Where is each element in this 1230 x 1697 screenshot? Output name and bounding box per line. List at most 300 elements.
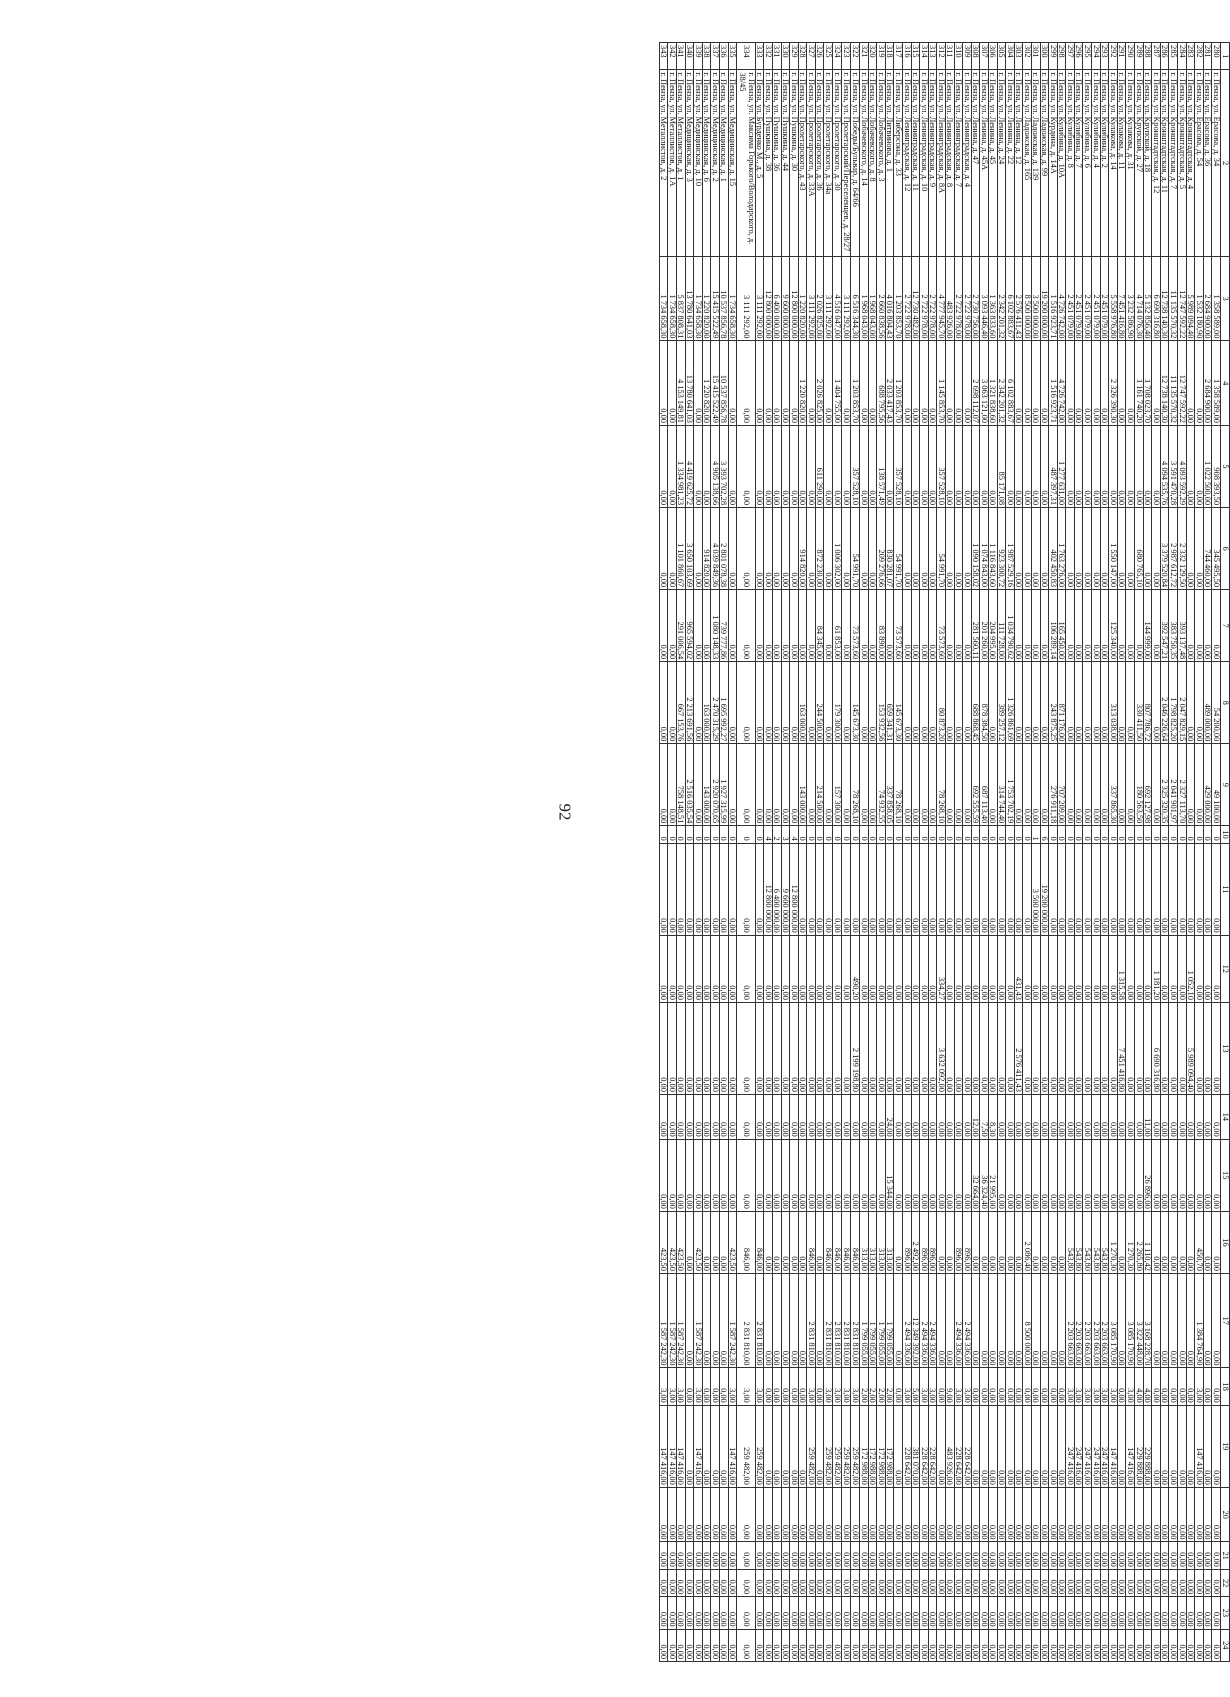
value-cell: 0,00 [772, 341, 781, 426]
value-cell: 0,00 [1109, 1629, 1118, 1662]
value-cell: 9,00 [946, 1368, 955, 1405]
value-cell: 0,00 [903, 843, 912, 935]
value-cell: 0,00 [1169, 1368, 1178, 1405]
value-cell: 3 500 000,00 [1031, 256, 1040, 341]
value-cell: 6 516 344,30 [851, 256, 860, 341]
value-cell: 0,00 [833, 1542, 842, 1569]
value-cell: 0,00 [1083, 843, 1092, 935]
value-cell: 4 [790, 826, 799, 843]
value-cell: 0,00 [737, 843, 756, 935]
value-cell: 0,00 [1212, 1542, 1221, 1569]
value-cell: 0,00 [911, 425, 920, 507]
value-cell: 0,00 [946, 1629, 955, 1662]
value-cell: 3 111 292,00 [737, 256, 756, 341]
value-cell: 0,00 [954, 1487, 963, 1542]
value-cell: 0,00 [1092, 1139, 1101, 1211]
value-cell: 896,00 [903, 1211, 912, 1273]
value-cell: 758 148,51 [676, 744, 685, 826]
value-cell: 291 006,54 [676, 590, 685, 662]
value-cell: 0,00 [911, 590, 920, 662]
value-cell: 0,00 [988, 1629, 997, 1662]
value-cell: 0,00 [1031, 508, 1040, 590]
value-cell: 0,00 [728, 1569, 737, 1596]
table-row [790, 43, 799, 1662]
value-cell: 0 [711, 826, 720, 843]
value-cell: 0,00 [676, 1487, 685, 1542]
value-cell: 0,00 [851, 1094, 860, 1139]
value-cell: 0,00 [719, 1629, 728, 1662]
address-cell: г. Пенза, ул. Кулакова, д. 14 [1109, 70, 1118, 257]
value-cell: 0,00 [1160, 1629, 1169, 1662]
value-cell: 0,00 [719, 1542, 728, 1569]
row-number-cell: 297 [1066, 43, 1075, 70]
value-cell: 0,00 [1031, 1368, 1040, 1405]
table-row [954, 43, 963, 1662]
value-cell: 0,00 [1031, 1542, 1040, 1569]
row-number-cell: 320 [868, 43, 877, 70]
value-cell: 0,00 [1195, 508, 1204, 590]
value-cell: 0,00 [1006, 1002, 1015, 1094]
value-cell: 0,00 [1186, 425, 1195, 507]
value-cell: 0,00 [1169, 1002, 1178, 1094]
value-cell: 0,00 [860, 508, 869, 590]
row-number-cell: 302 [1023, 43, 1032, 70]
row-number-cell: 292 [1109, 43, 1118, 70]
row-number-cell: 298 [1057, 43, 1066, 70]
table-row [711, 43, 720, 1662]
table-row [1049, 43, 1058, 1662]
value-cell: 0,00 [659, 662, 668, 744]
value-cell: 0,00 [728, 843, 737, 935]
column-number-header: 14 [1221, 1094, 1230, 1139]
value-cell: 0 [954, 826, 963, 843]
value-cell: 0,00 [1117, 1629, 1126, 1662]
row-number-cell: 307 [980, 43, 989, 70]
value-cell: 0,00 [1152, 843, 1161, 935]
value-cell: 0,00 [1083, 1597, 1092, 1629]
value-cell: 0 [719, 826, 728, 843]
value-cell: 0,00 [1178, 1368, 1187, 1405]
value-cell: 0 [851, 826, 860, 843]
value-cell: 0,00 [694, 1542, 703, 1569]
row-number-cell: 339 [694, 43, 703, 70]
value-cell: 3 [781, 826, 790, 843]
value-cell: 0,00 [1083, 662, 1092, 744]
value-cell: 3,00 [851, 1368, 860, 1405]
value-cell: 0,00 [1186, 590, 1195, 662]
value-cell: 0,00 [824, 425, 833, 507]
value-cell: 0,00 [1212, 1629, 1221, 1662]
value-cell: 0,00 [798, 935, 807, 1002]
value-cell: 0,00 [1152, 1569, 1161, 1596]
value-cell: 0,00 [1040, 1629, 1049, 1662]
value-cell: 0,00 [772, 1542, 781, 1569]
value-cell: 0,00 [1186, 662, 1195, 744]
table-row [1152, 43, 1161, 1662]
value-cell: 4 777 945,70 [937, 256, 946, 341]
value-cell: 0,00 [798, 1368, 807, 1405]
value-cell: 0 [694, 826, 703, 843]
value-cell: 543,80 [1066, 1211, 1075, 1273]
value-cell: 138 571,49 [877, 425, 886, 507]
value-cell: 15 344,00 [885, 1139, 894, 1211]
value-cell: 0,00 [860, 590, 869, 662]
value-cell: 6 690 316,80 [1152, 256, 1161, 341]
value-cell: 0,00 [1160, 1139, 1169, 1211]
row-number-cell: 285 [1169, 43, 1178, 70]
value-cell: 0,00 [702, 1002, 711, 1094]
address-cell: г. Пенза, ул. Кулибина, д. 4 [1092, 70, 1101, 257]
value-cell: 0,00 [1006, 1273, 1015, 1368]
value-cell: 0,00 [963, 1629, 972, 1662]
value-cell: 1 516 923,71 [1049, 341, 1058, 426]
value-cell: 0,00 [868, 935, 877, 1002]
value-cell: 2 265,80 [1135, 1211, 1144, 1273]
value-cell: 2 326 390,30 [1109, 341, 1118, 426]
value-cell: 846,00 [833, 1211, 842, 1273]
value-cell: 74 932,55 [877, 744, 886, 826]
value-cell: 0,00 [954, 662, 963, 744]
table-row [1212, 43, 1221, 1662]
value-cell: 0,00 [928, 1002, 937, 1094]
value-cell: 12,00 [971, 1094, 980, 1139]
value-cell: 145 673,30 [894, 662, 903, 744]
value-cell: 0 [885, 826, 894, 843]
value-cell: 965 594,02 [685, 590, 694, 662]
value-cell: 429 000,00 [1203, 744, 1212, 826]
value-cell: 0,00 [1135, 1139, 1144, 1211]
value-cell: 489 000,00 [1203, 662, 1212, 744]
value-cell: 0,00 [659, 1629, 668, 1662]
value-cell: 0,00 [790, 1597, 799, 1629]
value-cell: 0,00 [928, 1487, 937, 1542]
value-cell: 0,00 [937, 1405, 946, 1487]
value-cell: 2 831 810,00 [851, 1273, 860, 1368]
value-cell: 0,00 [764, 1629, 773, 1662]
value-cell: 0,00 [988, 1002, 997, 1094]
value-cell: 0,00 [1049, 1002, 1058, 1094]
value-cell: 0,00 [1195, 1569, 1204, 1596]
column-number-header: 10 [1221, 826, 1230, 843]
value-cell: 0,00 [1040, 1569, 1049, 1596]
value-cell: 0,00 [903, 1094, 912, 1139]
value-cell: 830 281,07 [885, 508, 894, 590]
value-cell: 0,00 [737, 425, 756, 507]
value-cell: 0 [1160, 826, 1169, 843]
value-cell: 0,00 [877, 1487, 886, 1542]
value-cell: 0,00 [807, 935, 816, 1002]
value-cell: 0,00 [1135, 1094, 1144, 1139]
value-cell: 0,00 [685, 843, 694, 935]
value-cell: 0,00 [1160, 843, 1169, 935]
value-cell: 0,00 [1031, 662, 1040, 744]
value-cell: 0,00 [1023, 1368, 1032, 1405]
value-cell: 313 038,00 [1109, 662, 1118, 744]
value-cell: 1 695 992,27 [719, 662, 728, 744]
value-cell: 0,00 [1066, 508, 1075, 590]
value-cell: 0,00 [659, 425, 668, 507]
value-cell: 0,00 [920, 1597, 929, 1629]
address-cell: г. Пенза, ул. Победы/Бульвар, д. 64/66 [851, 70, 860, 257]
value-cell: 0,00 [711, 843, 720, 935]
value-cell: 0,00 [702, 1094, 711, 1139]
value-cell: 0,00 [1057, 935, 1066, 1002]
address-cell: г. Пенза, ул. Ерасова, д. 36 [1203, 70, 1212, 257]
value-cell: 0,00 [1083, 1139, 1092, 1211]
value-cell: 229 888,00 [1135, 1405, 1144, 1487]
value-cell: 0,00 [659, 1542, 668, 1569]
value-cell: 0,00 [772, 1368, 781, 1405]
value-cell: 0,00 [755, 1139, 764, 1211]
column-number-header: 1 [1221, 43, 1230, 70]
value-cell: 0,00 [1126, 1094, 1135, 1139]
value-cell: 0,00 [1186, 1368, 1195, 1405]
value-cell: 0,00 [1040, 1487, 1049, 1542]
value-cell: 0,00 [798, 1002, 807, 1094]
value-cell: 0,00 [1049, 1139, 1058, 1211]
value-cell: 0,00 [685, 935, 694, 1002]
value-cell: 0 [833, 826, 842, 843]
value-cell: 0,00 [877, 1139, 886, 1211]
value-cell: 1 326 861,69 [1006, 662, 1015, 744]
value-cell: 0,00 [1040, 1542, 1049, 1569]
value-cell: 0,00 [1074, 935, 1083, 1002]
value-cell: 357 528,10 [937, 425, 946, 507]
value-cell: 0,00 [719, 1597, 728, 1629]
address-cell: г. Пенза, ул. Крупской, д. 18 [1143, 70, 1152, 257]
value-cell: 0,00 [1143, 843, 1152, 935]
table-row [877, 43, 886, 1662]
value-cell: 0,00 [685, 1629, 694, 1662]
value-cell: 0,00 [860, 1629, 869, 1662]
row-number-cell: 314 [920, 43, 929, 70]
value-cell: 3,00 [1092, 1368, 1101, 1405]
value-cell: 0,00 [668, 590, 677, 662]
value-cell: 19 200 000,00 [1040, 256, 1049, 341]
address-cell: г. Пенза, ул. Кронштадтская, д. 12 [1152, 70, 1161, 257]
value-cell: 0,00 [988, 1273, 997, 1368]
value-cell: 3,00 [841, 1368, 851, 1405]
value-cell: 145 673,30 [851, 662, 860, 744]
value-cell: 543,80 [1100, 1211, 1109, 1273]
value-cell: 228 642,00 [928, 1405, 937, 1487]
value-cell: 2 026 825,00 [815, 341, 824, 426]
address-cell: г. Пенза, ул. Кронштадтская, д. 11 [1160, 70, 1169, 257]
value-cell: 0,00 [833, 425, 842, 507]
value-cell: 2 698 112,07 [971, 341, 980, 426]
value-cell: 0,00 [894, 843, 903, 935]
value-cell: 0,00 [885, 425, 894, 507]
table-row [841, 43, 851, 1662]
value-cell: 0,00 [868, 1629, 877, 1662]
value-cell: 32 664,00 [971, 1139, 980, 1211]
value-cell: 12 730 482,00 [911, 256, 920, 341]
value-cell: 0,00 [1031, 1273, 1040, 1368]
value-cell: 0,00 [894, 1597, 903, 1629]
value-cell: 0,00 [1143, 1569, 1152, 1596]
value-cell: 2 203 663,00 [1074, 1273, 1083, 1368]
value-cell: 0,00 [980, 935, 989, 1002]
value-cell: 1 384 764,90 [1195, 1273, 1204, 1368]
value-cell: 0,00 [1014, 1597, 1023, 1629]
value-cell: 0,00 [711, 1002, 720, 1094]
value-cell: 0,00 [997, 1273, 1006, 1368]
value-cell: 0,00 [997, 1139, 1006, 1211]
value-cell: 0,00 [860, 1597, 869, 1629]
value-cell: 0,00 [1169, 1139, 1178, 1211]
value-cell: 0,00 [833, 843, 842, 935]
value-cell: 0,00 [1160, 1487, 1169, 1542]
value-cell: 0,00 [1057, 1094, 1066, 1139]
value-cell: 5 132 856,40 [1143, 256, 1152, 341]
value-cell: 0,00 [764, 935, 773, 1002]
value-cell: 6 400 000,00 [772, 843, 781, 935]
value-cell: 0,00 [764, 590, 773, 662]
value-cell: 0,00 [860, 843, 869, 935]
value-cell: 0,00 [841, 508, 851, 590]
value-cell: 147 416,00 [676, 1405, 685, 1487]
address-cell: г. Пенза, ул. Кронштадтская, д. 7 [1169, 70, 1178, 257]
value-cell: 0,00 [702, 590, 711, 662]
value-cell: 2 722 978,00 [963, 256, 972, 341]
value-cell: 259 482,00 [824, 1405, 833, 1487]
value-cell: 2 494 336,00 [903, 1273, 912, 1368]
value-cell: 0,00 [790, 1487, 799, 1542]
value-cell: 0,00 [1074, 1094, 1083, 1139]
value-cell: 0,00 [980, 1368, 989, 1405]
value-cell: 0,00 [659, 1569, 668, 1596]
value-cell: 0,00 [702, 843, 711, 935]
value-cell: 0,00 [1143, 935, 1152, 1002]
value-cell: 0,00 [1126, 590, 1135, 662]
value-cell: 78 268,10 [937, 744, 946, 826]
value-cell: 244 500,00 [815, 662, 824, 744]
value-cell: 228 642,00 [903, 1405, 912, 1487]
row-number-cell: 287 [1152, 43, 1161, 70]
value-cell: 147 416,00 [1109, 1405, 1118, 1487]
value-cell: 0,00 [676, 1002, 685, 1094]
value-cell: 0,00 [676, 935, 685, 1002]
value-cell: 0,00 [1014, 1569, 1023, 1596]
value-cell: 431,43 [1014, 935, 1023, 1002]
value-cell: 0,00 [1126, 1487, 1135, 1542]
value-cell: 0,00 [1109, 935, 1118, 1002]
value-cell: 0,00 [877, 843, 886, 935]
value-cell: 0,00 [668, 1139, 677, 1211]
value-cell: 0 [1014, 826, 1023, 843]
column-number-header: 24 [1221, 1629, 1230, 1662]
value-cell: 0,00 [980, 1569, 989, 1596]
value-cell: 0,00 [868, 1542, 877, 1569]
value-cell: 0,00 [860, 1002, 869, 1094]
value-cell: 0,00 [911, 935, 920, 1002]
value-cell: 0,00 [1126, 1139, 1135, 1211]
value-cell: 0,00 [1074, 590, 1083, 662]
value-cell: 543,80 [1083, 1211, 1092, 1273]
value-cell: 0,00 [1135, 1597, 1144, 1629]
value-cell: 383 750,35 [1169, 590, 1178, 662]
value-cell: 0,00 [772, 1597, 781, 1629]
value-cell: 2 831 810,00 [755, 1273, 764, 1368]
value-cell: 0,00 [815, 935, 824, 1002]
value-cell: 1 708 023,70 [1143, 341, 1152, 426]
value-cell: 0,00 [781, 1002, 790, 1094]
value-cell: 0,00 [1023, 843, 1032, 935]
value-cell: 4 [764, 826, 773, 843]
value-cell: 0,00 [1203, 1273, 1212, 1368]
value-cell: 0,00 [1117, 425, 1126, 507]
address-cell: г. Пенза, ул. Ленина, д. 22 [1006, 70, 1015, 257]
row-number-cell: 324 [833, 43, 842, 70]
value-cell: 0,00 [1057, 1597, 1066, 1629]
column-number-header: 11 [1221, 843, 1230, 935]
value-cell: 0,00 [1169, 1405, 1178, 1487]
value-cell: 0,00 [1178, 843, 1187, 935]
value-cell: 0,00 [946, 935, 955, 1002]
value-cell: 147 416,00 [1126, 1405, 1135, 1487]
value-cell: 0 [668, 826, 677, 843]
value-cell: 0,00 [1169, 1629, 1178, 1662]
row-number-cell: 322 [851, 43, 860, 70]
value-cell: 0,00 [685, 1094, 694, 1139]
value-cell: 0,00 [963, 744, 972, 826]
value-cell: 4 093 592,29 [1178, 425, 1187, 507]
value-cell: 0,00 [1212, 1368, 1221, 1405]
value-cell: 247 416,00 [1092, 1405, 1101, 1487]
value-cell: 0,00 [920, 1002, 929, 1094]
value-cell: 0,00 [1049, 1569, 1058, 1596]
value-cell: 0,00 [928, 1569, 937, 1596]
value-cell: 0,00 [755, 1542, 764, 1569]
value-cell: 0,00 [1178, 1629, 1187, 1662]
value-cell: 0,00 [1152, 1139, 1161, 1211]
row-number-cell: 303 [1014, 43, 1023, 70]
value-cell: 357 528,10 [894, 425, 903, 507]
address-cell: г. Пенза, ул. Пушкина, д. 38 [764, 70, 773, 257]
value-cell: 1 587 242,30 [694, 1273, 703, 1368]
address-cell: г. Пенза, ул. Лобачевского, д. 8 [868, 70, 877, 257]
value-cell: 0,00 [764, 341, 773, 426]
address-cell: г. Пенза, ул. Кронштадтская, д. 5 [1178, 70, 1187, 257]
value-cell: 165 450,00 [1057, 590, 1066, 662]
value-cell: 3,00 [728, 1368, 737, 1405]
column-number-header: 15 [1221, 1139, 1230, 1211]
value-cell: 0,00 [920, 1569, 929, 1596]
row-number-cell: 296 [1074, 43, 1083, 70]
value-cell: 0,00 [894, 1542, 903, 1569]
value-cell: 0,00 [1057, 1273, 1066, 1368]
value-cell: 125 340,00 [1109, 590, 1118, 662]
value-cell: 0,00 [1195, 1094, 1204, 1139]
value-cell: 0,00 [1186, 1094, 1195, 1139]
value-cell: 0,00 [1195, 843, 1204, 935]
value-cell: 7 451 416,80 [1117, 1002, 1126, 1094]
row-number-cell: 310 [954, 43, 963, 70]
value-cell: 0,00 [1023, 1629, 1032, 1662]
value-cell: 0,00 [1160, 1368, 1169, 1405]
row-number-cell: 326 [815, 43, 824, 70]
value-cell: 1 277 631,00 [1057, 425, 1066, 507]
value-cell: 0,00 [668, 1542, 677, 1569]
value-cell: 0,00 [1057, 1211, 1066, 1273]
value-cell: 0,00 [1031, 341, 1040, 426]
value-cell: 707 209,00 [1057, 744, 1066, 826]
value-cell: 0,00 [946, 744, 955, 826]
value-cell: 0,00 [928, 662, 937, 744]
value-cell: 423,50 [668, 1211, 677, 1273]
value-cell: 2 451 079,00 [1092, 256, 1101, 341]
value-cell: 0,00 [719, 1002, 728, 1094]
